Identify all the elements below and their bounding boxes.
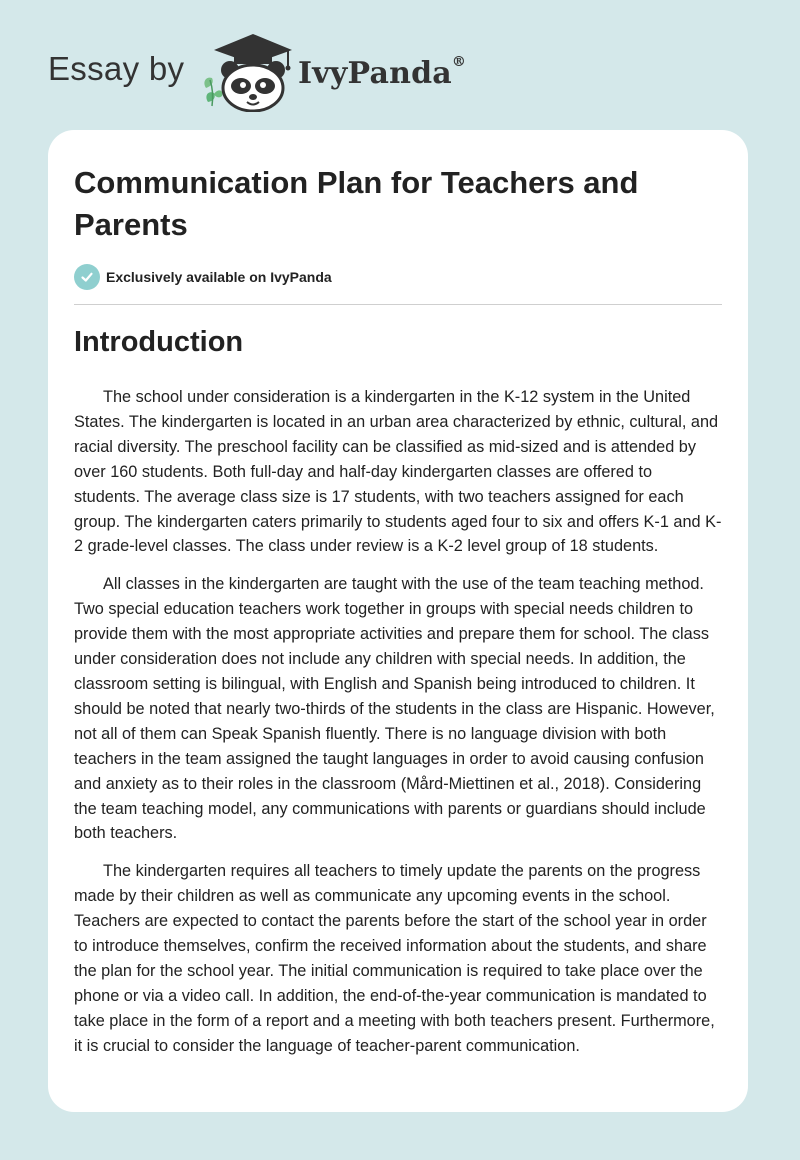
article-body (74, 385, 722, 1072)
section-heading: Introduction (74, 326, 244, 358)
page-title: Communication Plan for Teachers and Parents (74, 165, 639, 242)
divider (74, 304, 722, 305)
paragraph: All classes in the kindergarten are taught with the use of the team teaching method. Two special education teachers work together in groups with special needs children to provide them with the most appropriate activities and prepare them for school. The class under consideration does not include any children with special needs. In addition, the classroom setting is bilingual, with English and Spanish being introduced to children. It should be noted that nearly two-thirds of the students in the class are Hispanic. However, not all of them can Speak Spanish fluently. There is no language division with both teachers in the team assigned the taught languages in order to avoid causing confusion and anxiety as to their roles in the classroom (Mård-Miettinen et al., 2018). Considering the team teaching model, any communications with parents or guardians should include both teachers. (74, 575, 715, 843)
essay-by-label: Essay by (48, 50, 185, 87)
exclusive-badge-label: Exclusively available on IvyPanda (106, 269, 332, 285)
paragraph: The school under consideration is a kindergarten in the K-12 system in the United States. The kindergarten is located in an urban area characterized by ethnic, cultural, and racial diversity. The preschool facility can be classified as mid-sized and is attended by over 160 students. Both full-day and half-day kindergarten classes are offered to students. The average class size is 17 students, with two teachers assigned for each group. The kindergarten caters primarily to students aged four to six and offers K-1 and K-2 grade-level classes. The class under review is a K-2 level group of 18 students. (74, 388, 722, 556)
paragraph: The kindergarten requires all teachers to timely update the parents on the progress made by their children as well as communicate any upcoming events in the school. Teachers are expected to contact the parents before the start of the school year in order to introduce themselves, confirm the received information about the students, and share the plan for the school year. The initial communication is required to take place over the phone or via a video call. In addition, the end-of-the-year communication is mandated to take place in the form of a report and a meeting with both teachers present. Furthermore, it is crucial to consider the language of teacher-parent communication. (74, 862, 715, 1055)
exclusive-badge (74, 264, 332, 290)
site-header (0, 0, 800, 120)
brand-name: IvyPanda® (298, 54, 467, 91)
registered-mark: ® (451, 54, 467, 70)
essay-card (48, 130, 748, 1112)
checkmark-icon (74, 264, 100, 290)
panda-logo-icon (200, 30, 298, 112)
